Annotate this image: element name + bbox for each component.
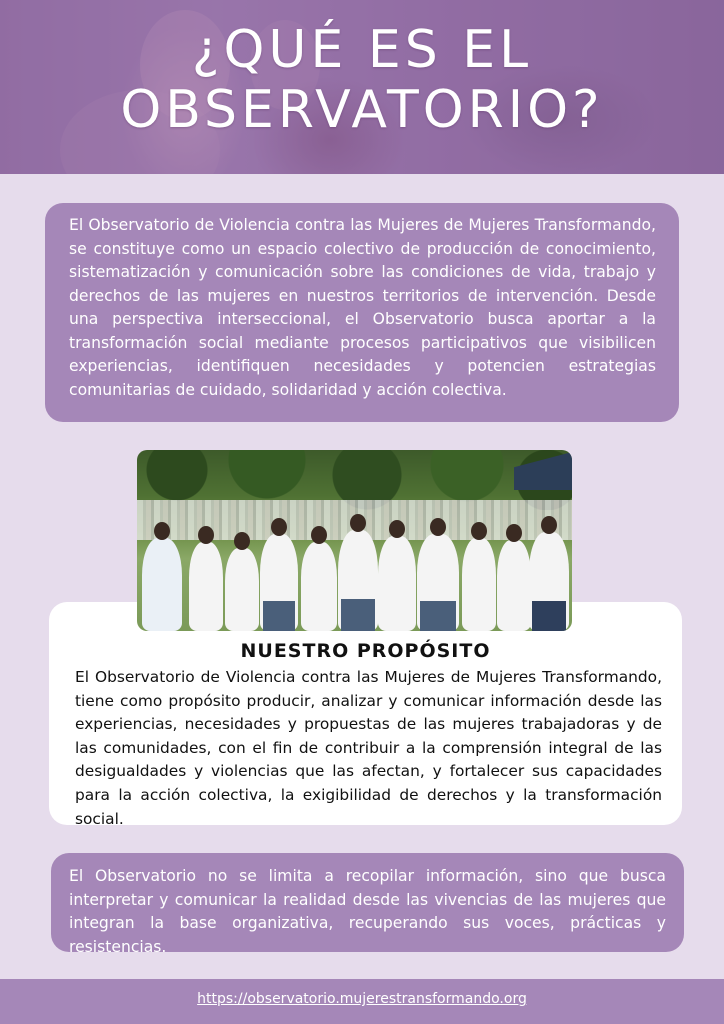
photo-person: [497, 540, 531, 631]
photo-jeans: [532, 601, 566, 631]
page-title-line-2: OBSERVATORIO?: [120, 80, 604, 140]
page-title: [0, 20, 724, 140]
page-title-line-1: ¿QUÉ ES EL: [191, 20, 533, 80]
intro-box: [45, 203, 679, 422]
photo-person: [301, 542, 337, 631]
photo-person: [189, 542, 223, 631]
purpose-title: NUESTRO PROPÓSITO: [240, 640, 491, 662]
photo-person: [225, 548, 259, 631]
photo-jeans: [263, 601, 295, 631]
group-photo: [137, 450, 572, 631]
photo-person: [142, 538, 182, 631]
purpose-text: El Observatorio de Violencia contra las Mujeres de Mujeres Transformando, tiene como propósito producir, analizar y comunicar información desde las experiencias, necesidades y propuestas de las mujeres trabajadoras y de las comunidades, con el fin de contribuir a la comprensión integral de las desigualdades y violencias que las afectan, y fortalecer sus capacidades para la acción colectiva, la exigibilidad de derechos y la transformación social.: [75, 668, 662, 828]
photo-jeans: [341, 599, 375, 631]
intro-text: El Observatorio de Violencia contra las Mujeres de Mujeres Transformando, se constituye como un espacio colectivo de producción de conocimiento, sistematización y comunicación sobre las condiciones de vida, trabajo y derechos de las mujeres en nuestros territorios de intervención. Desde una perspectiva interseccional, el Observatorio busca aportar a la transformación social mediante procesos participativos que visibilicen experiencias, identifiquen necesidades y potencien estrategias comunitarias de cuidado, solidaridad y acción colectiva.: [69, 216, 656, 399]
photo-person: [378, 536, 416, 631]
closing-text: El Observatorio no se limita a recopilar información, sino que busca interpretar y comunicar la realidad desde las vivencias de las mujeres que integran la base organizativa, recuperando sus voces, prácticas y resistencias.: [69, 867, 666, 956]
header-banner: [0, 0, 724, 174]
website-link[interactable]: https://observatorio.mujerestransformando.org: [197, 991, 527, 1007]
closing-box: [51, 853, 684, 956]
photo-jeans: [420, 601, 456, 631]
photo-person: [462, 538, 496, 631]
